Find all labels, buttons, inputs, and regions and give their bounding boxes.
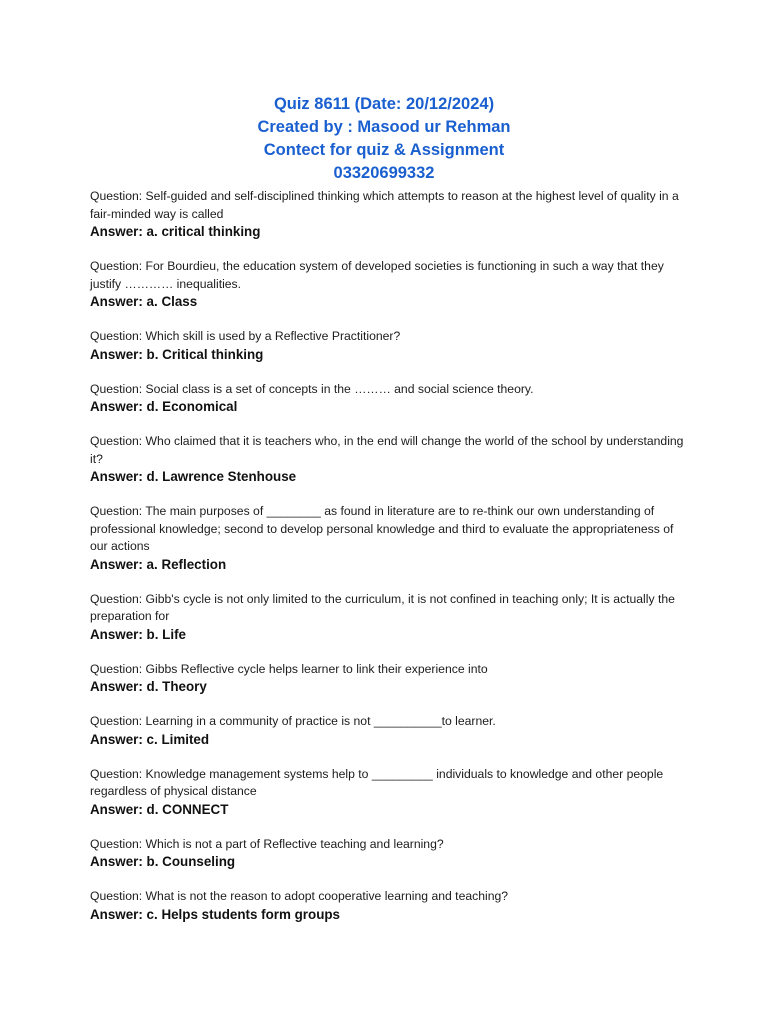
question-text: Question: Which is not a part of Reflective teaching and learning? (90, 836, 444, 851)
answer-text: Answer: d. CONNECT (90, 801, 229, 817)
qa-item (90, 433, 690, 486)
qa-item (90, 888, 690, 924)
phone-number: 03320699332 (333, 164, 435, 182)
question-text: Question: Gibbs Reflective cycle helps learner to link their experience into (90, 661, 488, 676)
answer-text: Answer: d. Lawrence Stenhouse (90, 469, 297, 484)
qa-item (90, 766, 690, 819)
answer-text: Answer: b. Counseling (90, 854, 236, 869)
answer-text: Answer: c. Helps students form groups (90, 906, 340, 922)
question-answer-list (90, 188, 690, 941)
qa-item (90, 188, 690, 241)
answer-text: Answer: d. Theory (90, 679, 207, 694)
author-line: Created by : Masood ur Rehman (257, 118, 511, 136)
question-text: Question: For Bourdieu, the education system of developed societies is functioning in such a way that they justify ………… inequalities. (90, 259, 664, 291)
answer-text: Answer: b. Life (90, 626, 186, 642)
qa-item (90, 591, 690, 644)
question-text: Question: What is not the reason to adopt cooperative learning and teaching? (90, 889, 509, 903)
qa-item (90, 328, 690, 364)
question-text: Question: Which skill is used by a Reflective Practitioner? (90, 329, 401, 343)
contact-line: Contect for quiz & Assignment (263, 141, 505, 159)
answer-text: Answer: d. Economical (90, 399, 238, 414)
question-text: Question: Who claimed that it is teachers who, in the end will change the world of the school by understanding it? (90, 434, 684, 466)
qa-item (90, 661, 690, 697)
document-header (0, 93, 768, 185)
answer-text: Answer: a. Class (90, 294, 198, 309)
quiz-title: Quiz 8611 (Date: 20/12/2024) (273, 95, 495, 113)
qa-item (90, 258, 690, 311)
question-text: Question: Self-guided and self-disciplined thinking which attempts to reason at the highest level of quality in a fair-minded way is called (90, 189, 679, 221)
question-text: Question: Knowledge management systems help to _________ individuals to knowledge and other people regardless of physical distance (90, 766, 664, 798)
question-text: Question: Gibb's cycle is not only limited to the curriculum, it is not confined in teaching only; It is actually the preparation for (90, 591, 675, 623)
question-text: Question: Social class is a set of concepts in the ……… and social science theory. (90, 381, 534, 396)
qa-item (90, 381, 690, 417)
qa-item (90, 503, 690, 574)
answer-text: Answer: a. critical thinking (90, 224, 261, 239)
question-text: Question: The main purposes of ________ as found in literature are to re-think our own understanding of professional knowledge; second to develop personal knowledge and third to evaluate the appropriateness of our actions (90, 504, 674, 553)
answer-text: Answer: c. Limited (90, 731, 210, 747)
answer-text: Answer: a. Reflection (90, 556, 227, 572)
question-text: Question: Learning in a community of practice is not __________to learner. (90, 714, 496, 728)
qa-item (90, 836, 690, 872)
qa-item (90, 713, 690, 749)
answer-text: Answer: b. Critical thinking (90, 346, 264, 362)
